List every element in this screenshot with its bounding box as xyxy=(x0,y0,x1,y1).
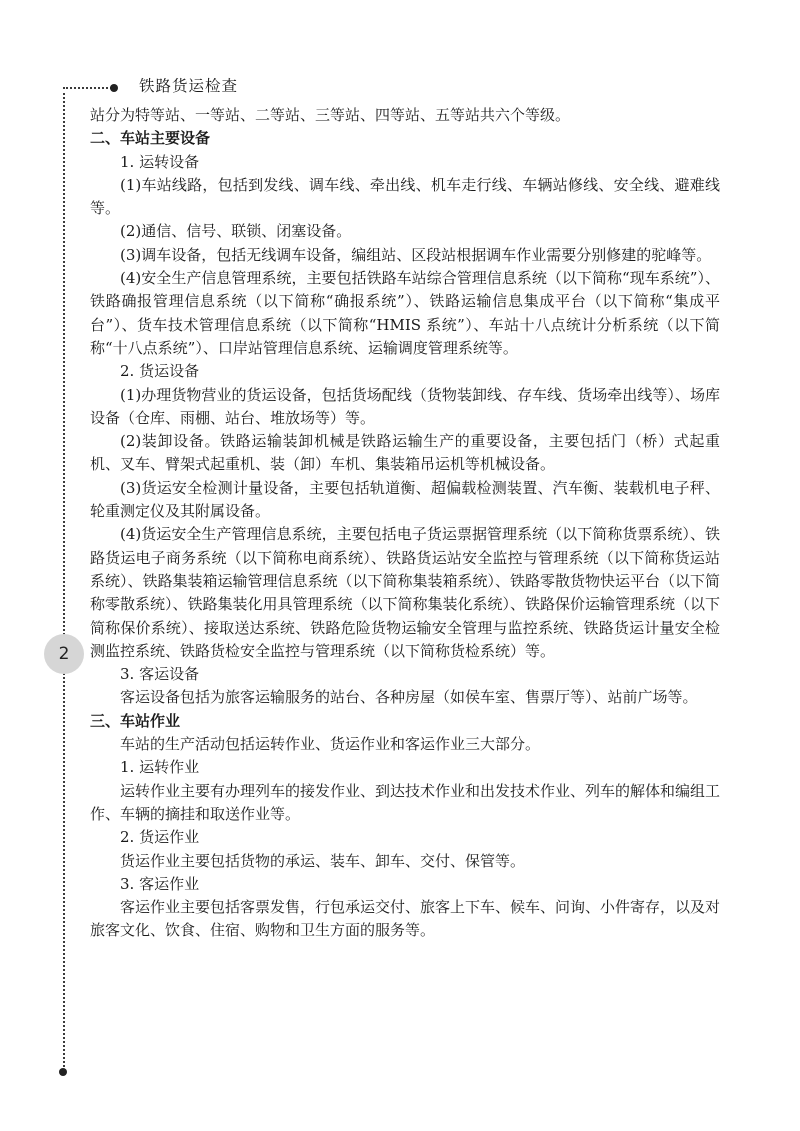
header-decor-dot xyxy=(110,84,118,92)
body-text xyxy=(90,104,720,943)
section-heading: 二、车站主要设备 xyxy=(90,129,211,148)
running-header-title: 铁路货运检查 xyxy=(139,77,239,95)
subsection-heading: 2. 货运作业 xyxy=(120,828,200,847)
subsection-heading: 2. 货运设备 xyxy=(120,362,200,381)
paragraph: (2)通信、信号、联锁、闭塞设备。 xyxy=(120,222,352,241)
paragraph: (4)安全生产信息管理系统，主要包括铁路车站综合管理信息系统（以下简称“现车系统”）、铁路确报管理信息系统（以下简称“确报系统”）、铁路运输信息集成平台（以下简称“集成平台”）、货车技术管理信息系统（以下简称“HMIS 系统”）、车站十八点统计分析系统（以下简称“十八点系统”）、口岸站管理信息系统、运输调度管理系统等。 xyxy=(90,269,720,357)
paragraph: (3)调车设备，包括无线调车设备，编组站、区段站根据调车作业需要分别修建的驼峰等。 xyxy=(120,245,712,264)
paragraph: 货运作业主要包括货物的承运、装车、卸车、交付、保管等。 xyxy=(120,851,526,870)
margin-decor-line xyxy=(63,93,65,1071)
margin-decor-dot xyxy=(59,1068,67,1076)
subsection-heading: 1. 运转设备 xyxy=(120,152,200,171)
paragraph: 客运作业主要包括客票发售，行包承运交付、旅客上下车、候车、问询、小件寄存，以及对旅客文化、饮食、住宿、购物和卫生方面的服务等。 xyxy=(90,898,721,940)
paragraph: 客运设备包括为旅客运输服务的站台、各种房屋（如侯车室、售票厅等）、站前广场等。 xyxy=(120,688,698,707)
header-decor-line xyxy=(63,87,115,89)
paragraph: (4)货运安全生产管理信息系统，主要包括电子货运票据管理系统（以下简称货票系统）、铁路货运电子商务系统（以下简称电商系统）、铁路货运站安全监控与管理系统（以下简称货运站系统）、铁路集装箱运输管理信息系统（以下简称集装箱系统）、铁路零散货物快运平台（以下简称零散系统）、铁路集装化用具管理系统（以下简称集装化系统）、铁路保价运输管理系统（以下简称保价系统）、接取送达系统、铁路危险货物运输安全管理与监控系统、铁路货运计量安全检测监控系统、铁路货检安全监控与管理系统（以下简称货检系统）等。 xyxy=(90,525,721,660)
subsection-heading: 3. 客运设备 xyxy=(120,665,200,684)
subsection-heading: 1. 运转作业 xyxy=(120,758,200,777)
section-heading: 三、车站作业 xyxy=(90,711,181,730)
paragraph: 运转作业主要有办理列车的接发作业、到达技术作业和出发技术作业、列车的解体和编组工作、车辆的摘挂和取送作业等。 xyxy=(90,781,721,823)
paragraph: (3)货运安全检测计量设备，主要包括轨道衡、超偏载检测装置、汽车衡、装载机电子秤、轮重测定仪及其附属设备。 xyxy=(90,478,720,521)
paragraph: (1)办理货物营业的货运设备，包括货场配线（货物装卸线、存车线、货场牵出线等）、场库设备（仓库、雨棚、站台、堆放场等）等。 xyxy=(90,385,720,427)
subsection-heading: 3. 客运作业 xyxy=(120,874,200,893)
paragraph: (1)车站线路，包括到发线、调车线、牵出线、机车走行线、车辆站修线、安全线、避难线等。 xyxy=(90,175,720,218)
paragraph: (2)装卸设备。铁路运输装卸机械是铁路运输生产的重要设备，主要包括门（桥）式起重机、叉车、臂架式起重机、装（卸）车机、集装箱吊运机等机械设备。 xyxy=(90,432,720,474)
page-number-badge: 2 xyxy=(44,634,84,674)
paragraph: 车站的生产活动包括运转作业、货运作业和客运作业三大部分。 xyxy=(120,735,541,754)
paragraph: 站分为特等站、一等站、二等站、三等站、四等站、五等站共六个等级。 xyxy=(90,106,571,124)
